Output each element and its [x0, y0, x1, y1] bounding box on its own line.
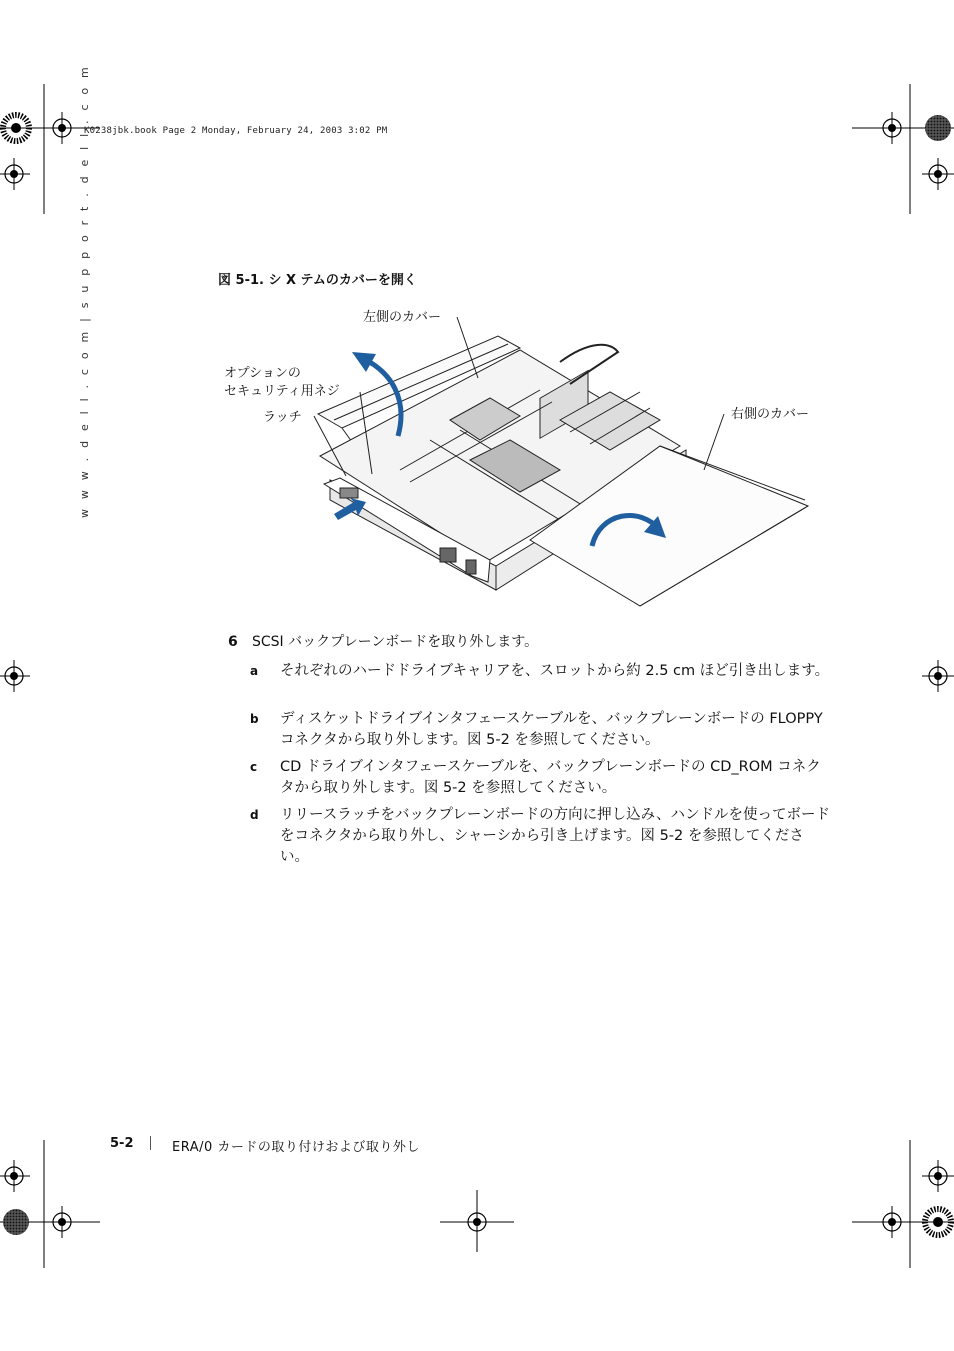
figure-caption: 図 5-1. シ X テムのカバーを開く — [218, 273, 417, 288]
substep-text: リリースラッチをバックプレーンボードの方向に押し込み、ハンドルを使ってボードをコネクタから取り外し、シャーシから引き上げます。図 5-2 を参照してください。 — [280, 807, 830, 865]
sidebar-url: w w w . d e l l . c o m | s u p p o r t . d e l l . c o m — [78, 64, 91, 518]
step-text: SCSI バックプレーンボードを取り外します。 — [252, 634, 539, 650]
callout-right-cover: 右側のカバー — [731, 407, 810, 422]
substep-c — [250, 757, 830, 799]
substep-letter: d — [250, 808, 259, 822]
print-header: K0238jbk.book Page 2 Monday, February 24, 2003 3:02 PM — [84, 126, 388, 136]
substep-d — [250, 805, 830, 868]
callout-screw-line2: セキュリティ用ネジ — [224, 384, 340, 399]
substep-text: CD ドライブインタフェースケーブルを、バックプレーンボードの CD_ROM コネクタから取り外します。図 5-2 を参照してください。 — [280, 759, 821, 796]
callout-screw-line1: オプションの — [224, 366, 301, 381]
substep-letter: c — [250, 760, 258, 774]
substep-b — [250, 709, 830, 751]
substep-text: それぞれのハードドライブキャリアを、スロットから約 2.5 cm ほど引き出します。 — [280, 663, 830, 679]
step-6 — [228, 631, 538, 651]
substep-a — [250, 661, 830, 682]
substep-letter: a — [250, 664, 259, 678]
callout-latch: ラッチ — [263, 410, 302, 425]
callout-left-cover: 左側のカバー — [363, 310, 442, 325]
page-number: 5-2 — [110, 1136, 134, 1151]
footer-divider — [150, 1136, 151, 1150]
substep-text: ディスケットドライブインタフェースケーブルを、バックプレーンボードの FLOPPY コネクタから取り外します。図 5-2 を参照してください。 — [280, 711, 823, 748]
step-number: 6 — [228, 634, 238, 650]
substep-letter: b — [250, 712, 259, 726]
chapter-title: ERA/0 カードの取り付けおよび取り外し — [172, 1140, 420, 1155]
